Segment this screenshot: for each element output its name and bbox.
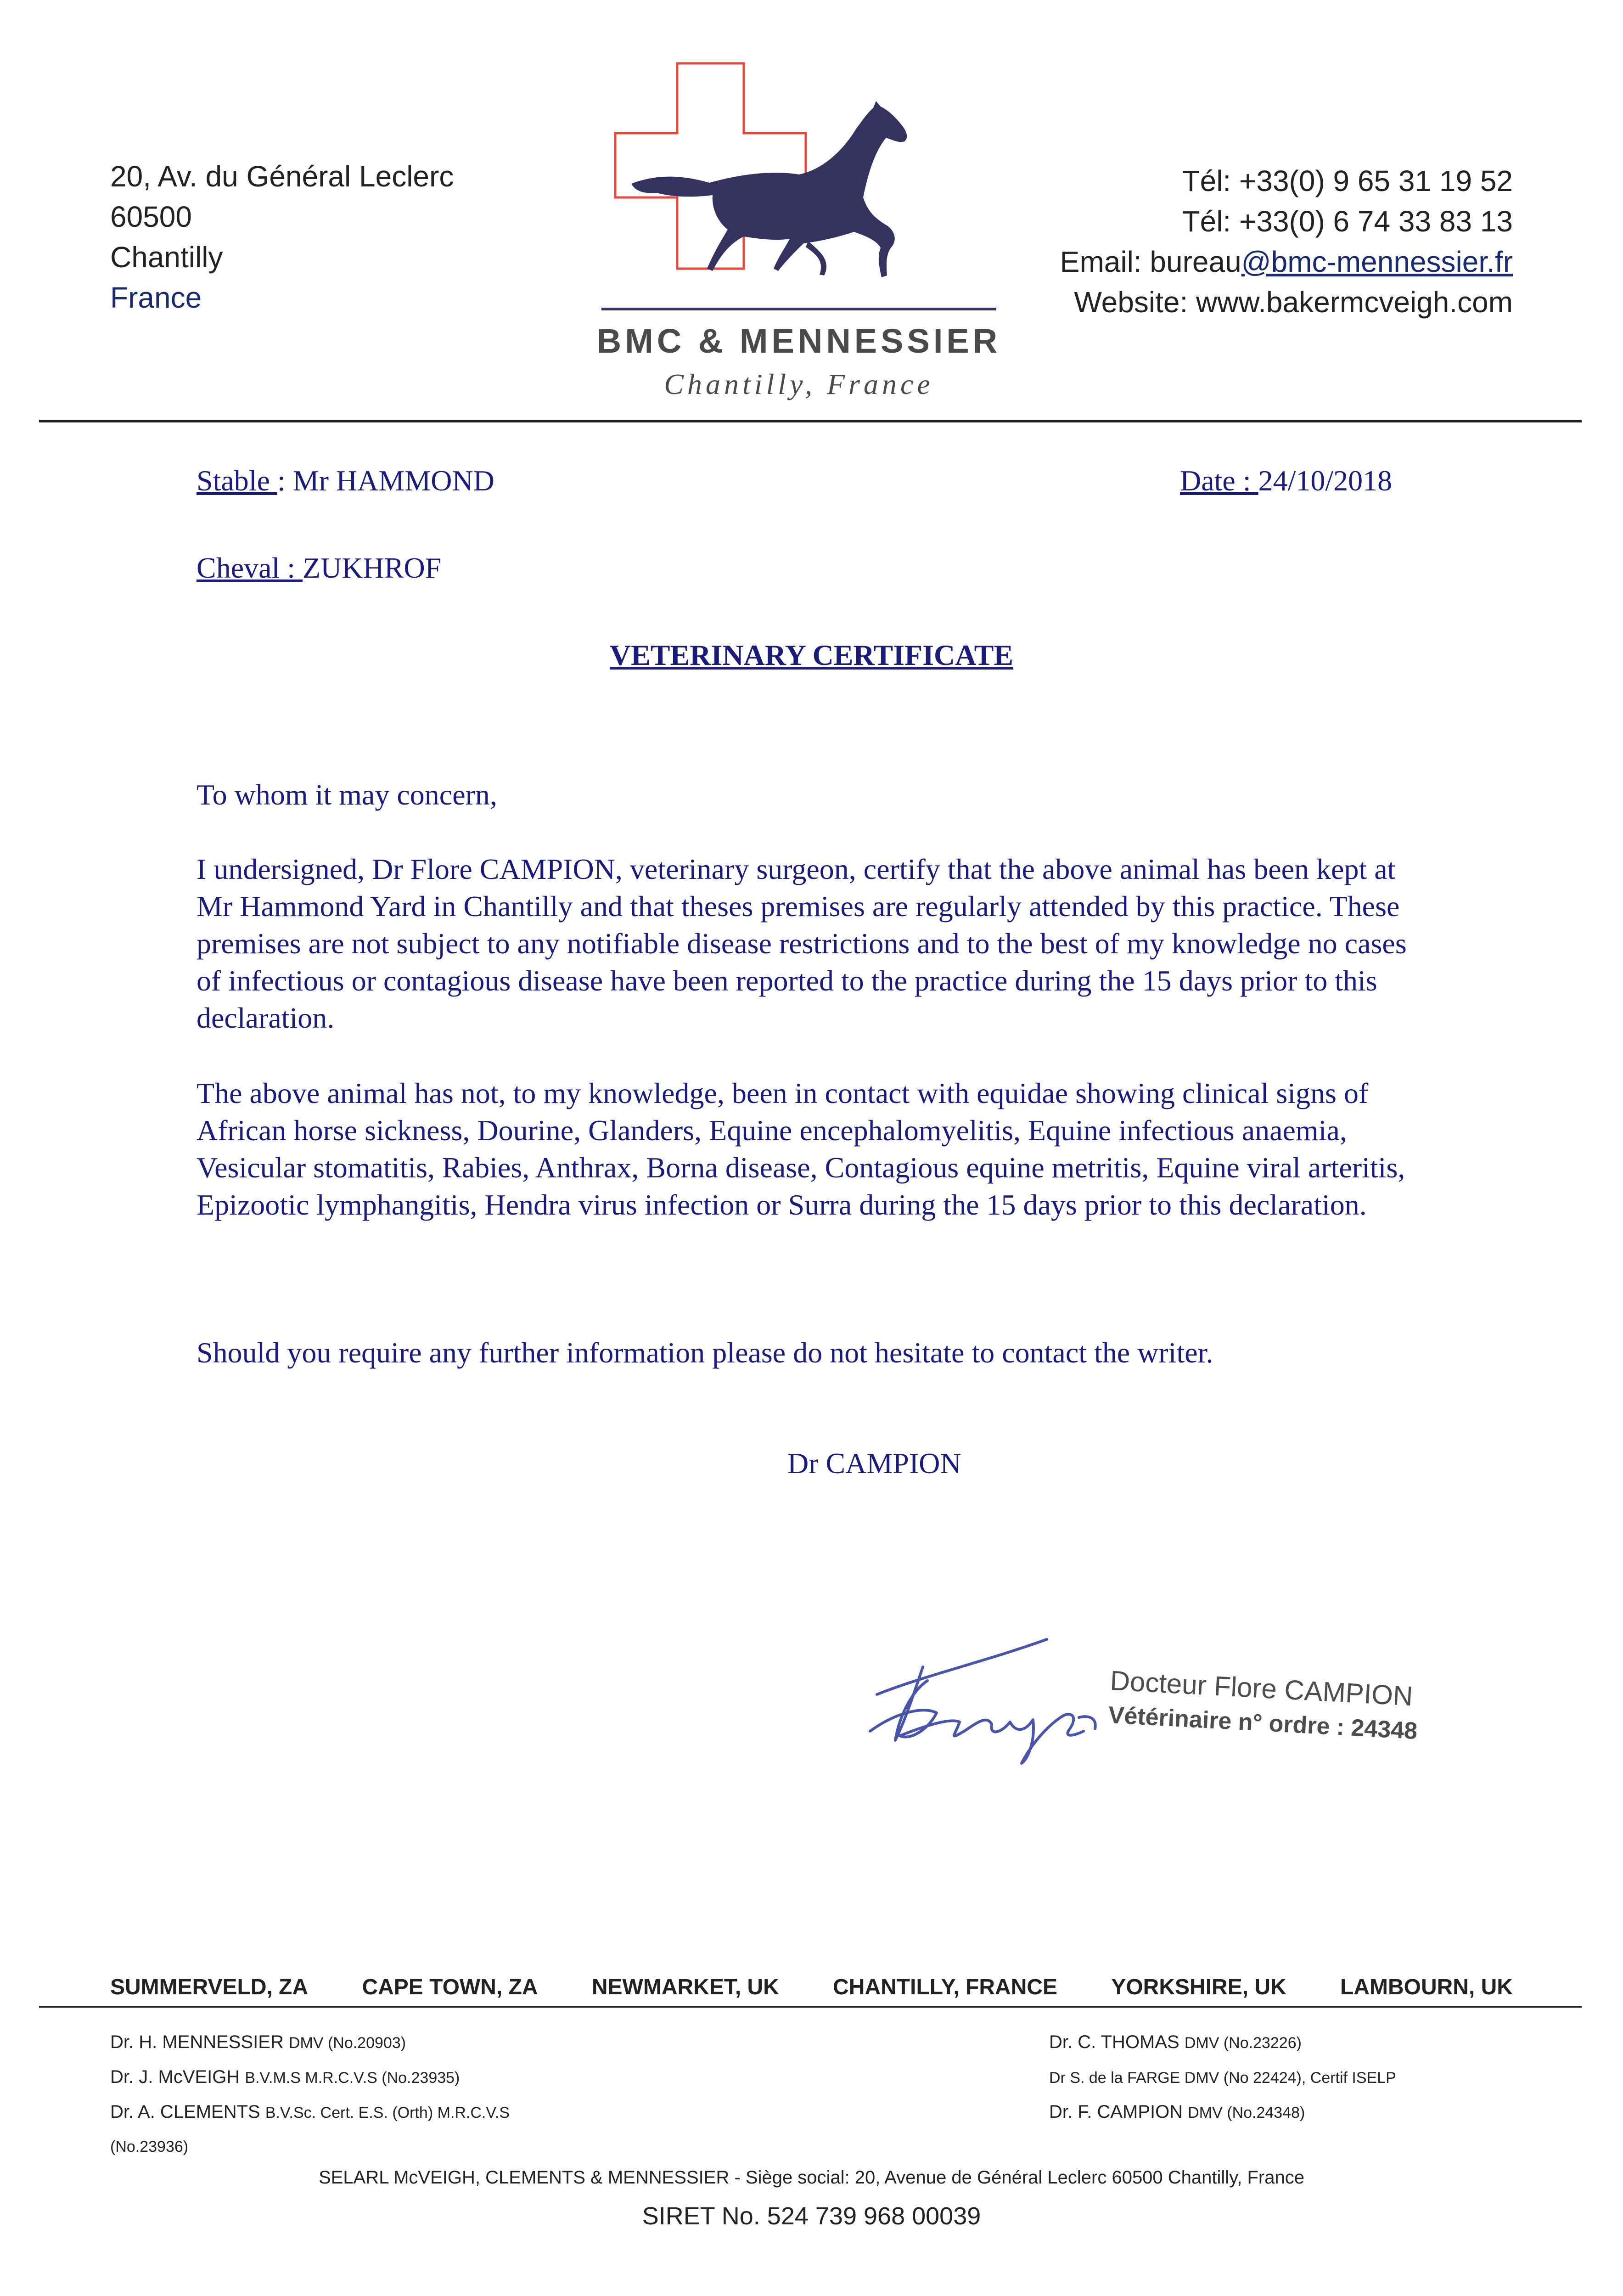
horse-value: ZUKHROF — [303, 551, 442, 584]
vet-stamp — [1107, 1662, 1420, 1747]
website[interactable]: Website: www.bakermcveigh.com — [1074, 286, 1513, 319]
footer-divider — [39, 2006, 1582, 2008]
doctor-credentials: DMV (No.24348) — [1188, 2104, 1305, 2122]
doctor-entry — [1049, 2025, 1396, 2060]
date-label: Date : — [1180, 464, 1258, 497]
doctor-entry — [110, 2095, 510, 2130]
horse-label: Cheval : — [197, 551, 303, 584]
doctor-entry — [110, 2060, 510, 2095]
date-field — [1180, 464, 1392, 498]
siret-number: SIRET No. 524 739 968 00039 — [642, 2202, 981, 2230]
doctor-entry — [1049, 2060, 1396, 2095]
doctor-registration-continued: (No.23936) — [110, 2138, 189, 2155]
city-yorkshire: YORKSHIRE, UK — [1111, 1975, 1286, 1999]
closing-sentence: Should you require any further information please do not hesitate to contact the writer. — [197, 1336, 1213, 1369]
email[interactable] — [1060, 242, 1513, 282]
salutation: To whom it may concern, — [197, 778, 497, 811]
city-lambourn: LAMBOURN, UK — [1340, 1975, 1513, 1999]
certificate-title: VETERINARY CERTIFICATE — [609, 639, 1014, 671]
header-divider — [39, 420, 1582, 422]
doctor-entry — [1049, 2095, 1396, 2130]
address-country: France — [110, 281, 202, 314]
stable-value: : Mr HAMMOND — [277, 464, 494, 497]
logo-name: BMC & MENNESSIER — [596, 322, 1001, 360]
email-prefix: Email: bureau — [1060, 245, 1241, 278]
logo-subtitle: Chantilly, France — [664, 368, 934, 400]
office-locations — [110, 1975, 1513, 2000]
doctors-list-right — [1049, 2025, 1396, 2130]
doctor-name: Dr. F. CAMPION — [1049, 2102, 1188, 2122]
doctors-list-left — [110, 2025, 510, 2164]
horse-field — [197, 551, 441, 585]
address-street: 20, Av. du Général Leclerc — [110, 160, 454, 193]
phone-1: Tél: +33(0) 9 65 31 19 52 — [1182, 164, 1513, 197]
address-postcode: 60500 — [110, 200, 192, 233]
city-cape-town: CAPE TOWN, ZA — [362, 1975, 538, 1999]
doctor-credentials: B.V.M.S M.R.C.V.S (No.23935) — [245, 2069, 460, 2087]
contact-block — [1060, 161, 1513, 322]
city-chantilly: CHANTILLY, FRANCE — [833, 1975, 1058, 1999]
company-registered-office: SELARL McVEIGH, CLEMENTS & MENNESSIER - Siège social: 20, Avenue de Général Leclerc 60500 Chantilly, France — [319, 2167, 1304, 2188]
doctor-entry — [110, 2025, 510, 2060]
date-value: 24/10/2018 — [1258, 464, 1393, 497]
stable-field — [197, 464, 494, 498]
doctor-name: Dr S. de la FARGE — [1049, 2069, 1185, 2087]
doctor-credentials: B.V.Sc. Cert. E.S. (Orth) M.R.C.V.S — [265, 2104, 510, 2122]
horse-icon — [631, 101, 907, 277]
doctor-credentials: DMV (No.20903) — [288, 2034, 406, 2052]
doctor-credentials: DMV (No.23226) — [1184, 2034, 1302, 2052]
doctor-name: Dr. J. McVEIGH — [110, 2067, 245, 2087]
signatory-name: Dr CAMPION — [787, 1447, 961, 1480]
practice-address — [110, 156, 454, 318]
doctor-credentials: DMV (No 22424), Certif ISELP — [1184, 2069, 1396, 2087]
paragraph-2: The above animal has not, to my knowledge, been in contact with equidae showing clinical signs of African horse sickness, Dourine, Glanders, Equine encephalomyelitis, Equine infectious anaemia, Vesicular stomatitis, Rabies, Anthrax, Borna disease, Contagious equine metritis, Equine viral arteritis, Epizootic lymphangitis, Hendra virus infection or Surra during the 15 days prior to this declaration. — [197, 1077, 1405, 1221]
stable-label: Stable — [197, 464, 277, 497]
paragraph-1: I undersigned, Dr Flore CAMPION, veterinary surgeon, certify that the above animal has been kept at Mr Hammond Yard in Chantilly and that theses premises are regularly attended by this practice. These premises are not subject to any notifiable disease restrictions and to the best of my knowledge no cases of infectious or contagious disease have been reported to the practice during the 15 days prior to this declaration. — [197, 853, 1407, 1034]
doctor-name: Dr. A. CLEMENTS — [110, 2102, 265, 2122]
doctor-name: Dr. H. MENNESSIER — [110, 2032, 289, 2052]
bmc-horse-cross-logo — [592, 60, 1005, 418]
phone-2: Tél: +33(0) 6 74 33 83 13 — [1182, 205, 1513, 238]
stamp-name: Docteur Flore CAMPION — [1109, 1665, 1414, 1712]
doctor-name: Dr. C. THOMAS — [1049, 2032, 1185, 2052]
city-summerveld: SUMMERVELD, ZA — [110, 1975, 309, 1999]
city-newmarket: NEWMARKET, UK — [591, 1975, 779, 1999]
logo-rule — [601, 308, 996, 310]
stamp-order-number: Vétérinaire n° ordre : 24348 — [1107, 1701, 1418, 1745]
email-link[interactable]: @bmc-mennessier.fr — [1241, 245, 1513, 278]
address-city: Chantilly — [110, 241, 223, 274]
handwritten-signature — [868, 1626, 1125, 1773]
